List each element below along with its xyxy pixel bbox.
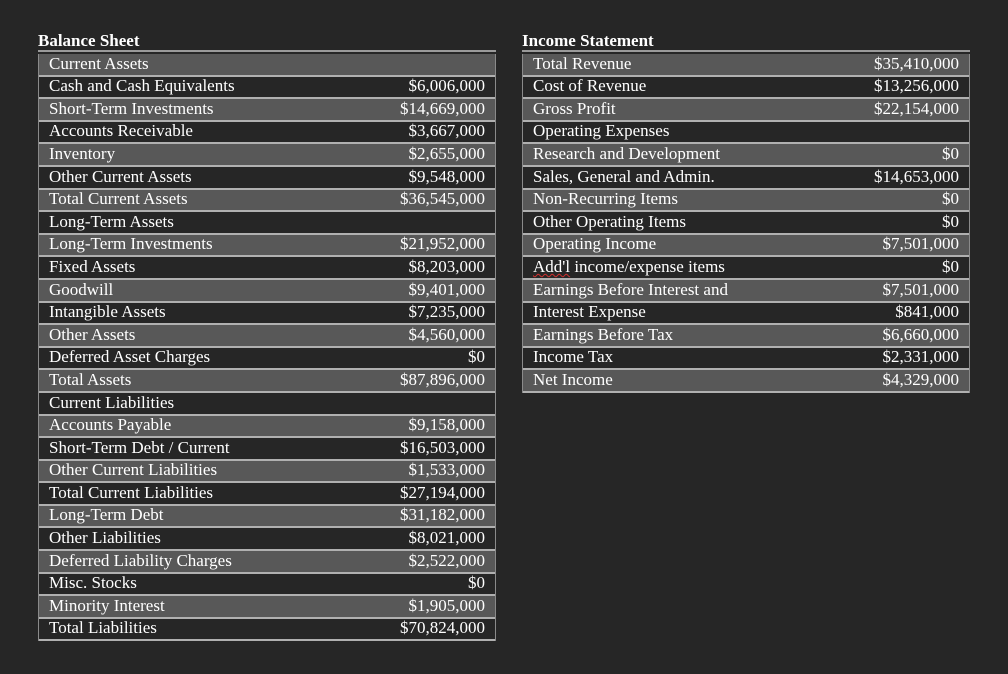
balance-sheet-row	[39, 483, 495, 506]
balance-sheet-row-label: Cash and Cash Equivalents	[49, 76, 235, 96]
income-statement-row	[523, 167, 969, 190]
income-statement-row-label: Research and Development	[533, 144, 720, 163]
balance-sheet-row-label: Accounts Receivable	[49, 121, 193, 141]
balance-sheet-row-label: Misc. Stocks	[49, 573, 137, 593]
balance-sheet-row-value: $6,006,000	[408, 76, 485, 96]
balance-sheet-row	[39, 99, 495, 122]
income-statement-row-value: $0	[942, 212, 959, 231]
income-statement-row-label: Other Operating Items	[533, 212, 686, 231]
income-statement-row	[523, 235, 969, 258]
balance-sheet-row	[39, 348, 495, 371]
balance-sheet-row	[39, 528, 495, 551]
balance-sheet-row	[39, 235, 495, 258]
balance-sheet-row-label: Total Current Assets	[49, 189, 188, 209]
balance-sheet-row-value: $87,896,000	[400, 370, 485, 389]
income-statement-row	[523, 280, 969, 303]
income-statement-row	[523, 122, 969, 145]
balance-sheet-row-label: Total Liabilities	[49, 618, 157, 638]
balance-sheet-table	[38, 54, 496, 641]
balance-sheet-row	[39, 257, 495, 280]
balance-sheet-row-label: Minority Interest	[49, 596, 165, 615]
income-statement-title: Income Statement	[522, 30, 970, 52]
balance-sheet-row-value: $1,905,000	[408, 596, 485, 615]
balance-sheet-row-value: $9,401,000	[408, 279, 485, 299]
balance-sheet-row-value: $9,158,000	[408, 415, 485, 435]
balance-sheet-row	[39, 506, 495, 529]
balance-sheet-row-value: $0	[468, 347, 485, 367]
balance-sheet-row-label: Short-Term Investments	[49, 99, 214, 118]
income-statement-row	[523, 54, 969, 77]
balance-sheet-row-label: Short-Term Debt / Current	[49, 438, 230, 457]
income-statement-row-label: Income Tax	[533, 347, 614, 367]
income-statement-row-label: Non-Recurring Items	[533, 189, 678, 209]
income-statement-row-label: Earnings Before Tax	[533, 325, 674, 344]
balance-sheet-row	[39, 167, 495, 190]
balance-sheet-row-label: Long-Term Debt	[49, 505, 164, 525]
balance-sheet-row	[39, 144, 495, 167]
income-statement-panel	[522, 30, 970, 393]
balance-sheet-row	[39, 190, 495, 213]
income-statement-row	[523, 77, 969, 100]
balance-sheet-row-value: $70,824,000	[400, 618, 485, 638]
balance-sheet-row-value: $8,203,000	[408, 257, 485, 276]
income-statement-row-value: $4,329,000	[882, 370, 959, 389]
income-statement-row	[523, 190, 969, 213]
income-statement-row-value: $0	[942, 189, 959, 209]
balance-sheet-row-value: $1,533,000	[408, 460, 485, 480]
income-statement-row	[523, 303, 969, 326]
balance-sheet-row	[39, 280, 495, 303]
income-statement-row-label: Cost of Revenue	[533, 76, 647, 96]
income-statement-row-label: Operating Income	[533, 234, 657, 254]
balance-sheet-row	[39, 461, 495, 484]
balance-sheet-row-value: $9,548,000	[408, 166, 485, 186]
balance-sheet-row-value: $21,952,000	[400, 234, 485, 254]
income-statement-row-value: $7,501,000	[882, 234, 959, 254]
balance-sheet-row-label: Other Current Assets	[49, 166, 192, 186]
balance-sheet-row	[39, 416, 495, 439]
balance-sheet-panel	[38, 30, 496, 641]
income-statement-row	[523, 370, 969, 393]
balance-sheet-row	[39, 122, 495, 145]
income-statement-row	[523, 348, 969, 371]
balance-sheet-row	[39, 212, 495, 235]
income-statement-row	[523, 257, 969, 280]
balance-sheet-row-value: $2,655,000	[408, 144, 485, 163]
income-statement-row-label: Sales, General and Admin.	[533, 166, 715, 186]
balance-sheet-title: Balance Sheet	[38, 30, 496, 52]
income-statement-row-value: $6,660,000	[882, 325, 959, 344]
income-statement-row-label: Gross Profit	[533, 99, 616, 118]
balance-sheet-row-label: Goodwill	[49, 279, 114, 299]
income-statement-row-label: Total Revenue	[533, 54, 632, 73]
balance-sheet-row-label: Other Liabilities	[49, 528, 161, 548]
income-statement-row-value: $0	[942, 144, 959, 163]
balance-sheet-row	[39, 619, 495, 642]
balance-sheet-row-label: Total Current Liabilities	[49, 483, 214, 502]
balance-sheet-row	[39, 370, 495, 393]
income-statement-row-label: Operating Expenses	[533, 121, 670, 141]
income-statement-row-value: $35,410,000	[874, 54, 959, 73]
balance-sheet-row-value: $7,235,000	[408, 302, 485, 322]
balance-sheet-row-label: Other Assets	[49, 325, 136, 344]
balance-sheet-row-value: $16,503,000	[400, 438, 485, 457]
balance-sheet-row-label: Fixed Assets	[49, 257, 136, 276]
balance-sheet-row-label: Inventory	[49, 144, 116, 163]
income-statement-row-value: $22,154,000	[874, 99, 959, 118]
balance-sheet-row-value: $4,560,000	[408, 325, 485, 344]
balance-sheet-row-label: Deferred Asset Charges	[49, 347, 211, 367]
income-statement-row-value: $0	[942, 257, 959, 276]
balance-sheet-row-label: Intangible Assets	[49, 302, 166, 322]
balance-sheet-row	[39, 438, 495, 461]
income-statement-row	[523, 212, 969, 235]
balance-sheet-row-label: Long-Term Assets	[49, 212, 174, 231]
income-statement-row-label: Earnings Before Interest and	[533, 279, 728, 299]
balance-sheet-row	[39, 325, 495, 348]
balance-sheet-row-value: $27,194,000	[400, 483, 485, 502]
income-statement-row	[523, 325, 969, 348]
balance-sheet-row-label: Deferred Liability Charges	[49, 551, 232, 570]
income-statement-row-label: Net Income	[533, 370, 613, 389]
income-statement-table	[522, 54, 970, 393]
income-statement-row-value: $2,331,000	[882, 347, 959, 367]
balance-sheet-row	[39, 393, 495, 416]
balance-sheet-row-value: $36,545,000	[400, 189, 485, 209]
income-statement-row	[523, 144, 969, 167]
income-statement-row	[523, 99, 969, 122]
income-statement-row-label: Interest Expense	[533, 302, 646, 322]
balance-sheet-row	[39, 77, 495, 100]
balance-sheet-row-label: Other Current Liabilities	[49, 460, 218, 480]
balance-sheet-row-value: $31,182,000	[400, 505, 485, 525]
balance-sheet-row	[39, 303, 495, 326]
balance-sheet-row-value: $14,669,000	[400, 99, 485, 118]
balance-sheet-row-value: $0	[468, 573, 485, 593]
balance-sheet-row-value: $3,667,000	[408, 121, 485, 141]
balance-sheet-row-label: Long-Term Investments	[49, 234, 213, 254]
balance-sheet-row-value: $2,522,000	[408, 551, 485, 570]
balance-sheet-row	[39, 574, 495, 597]
balance-sheet-row	[39, 596, 495, 619]
balance-sheet-row-label: Accounts Payable	[49, 415, 172, 435]
income-statement-row-value: $7,501,000	[882, 279, 959, 299]
income-statement-row-value: $14,653,000	[874, 166, 959, 186]
balance-sheet-row-label: Current Liabilities	[49, 392, 175, 412]
balance-sheet-row-value: $8,021,000	[408, 528, 485, 548]
income-statement-row-label: Add'l income/expense items	[533, 257, 725, 276]
balance-sheet-row-label: Current Assets	[49, 54, 149, 73]
balance-sheet-row	[39, 54, 495, 77]
income-statement-row-value: $841,000	[895, 302, 959, 322]
balance-sheet-row	[39, 551, 495, 574]
balance-sheet-row-label: Total Assets	[49, 370, 132, 389]
income-statement-row-value: $13,256,000	[874, 76, 959, 96]
